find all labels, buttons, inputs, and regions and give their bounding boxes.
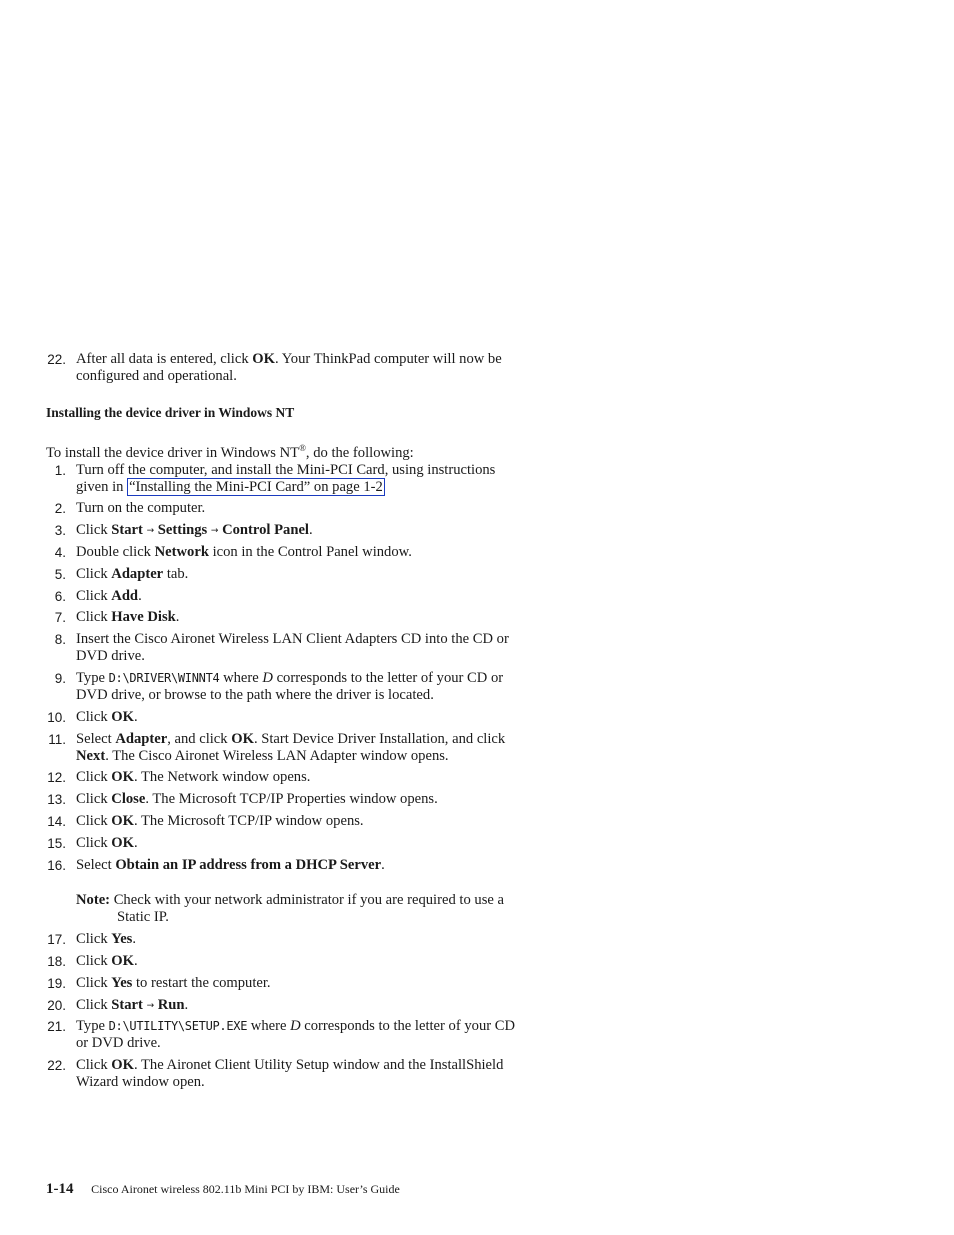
step-number: 5. <box>54 567 66 582</box>
step-5: Click Adapter tab. <box>76 566 189 582</box>
step-21: Type D:\UTILITY\SETUP.EXE where D corresponds to the letter of your CD or DVD drive. <box>76 1018 516 1051</box>
step-number: 2. <box>54 501 66 516</box>
page-number: 1-14 <box>46 1181 74 1197</box>
step-number: 13. <box>47 792 66 807</box>
step-13: Click Close. The Microsoft TCP/IP Properties window opens. <box>76 791 438 807</box>
step-number: 21. <box>47 1019 66 1034</box>
intro-text: To install the device driver in Windows NT®, do the following: <box>46 443 414 461</box>
step-12: Click OK. The Network window opens. <box>76 769 311 785</box>
step-9: Type D:\DRIVER\WINNT4 where D corresponds to the letter of your CD or DVD drive, or browse to the path where the driver is located. <box>76 670 504 703</box>
step-number: 6. <box>54 589 66 604</box>
step-number: 10. <box>47 710 66 725</box>
step-number: 17. <box>47 932 66 947</box>
step-number: 4. <box>54 545 66 560</box>
document-title: Cisco Aironet wireless 802.11b Mini PCI by IBM: User’s Guide <box>91 1182 400 1196</box>
step-11: Select Adapter, and click OK. Start Device Driver Installation, and click Next. The Cisco Aironet Wireless LAN Adapter window opens. <box>76 731 506 764</box>
step-16: Select Obtain an IP address from a DHCP Server. <box>76 857 385 873</box>
step-number: 22. <box>47 1058 66 1073</box>
step-2: Turn on the computer. <box>76 500 206 516</box>
step-8: Insert the Cisco Aironet Wireless LAN Client Adapters CD into the CD or DVD drive. <box>76 631 509 664</box>
step-22-prev: After all data is entered, click OK. Your ThinkPad computer will now be configured and operational. <box>76 351 502 384</box>
installing-mini-pci-link[interactable]: “Installing the Mini-PCI Card” on page 1-2 <box>129 479 383 495</box>
step-3: Click Start → Settings → Control Panel. <box>76 522 313 538</box>
step-number: 18. <box>47 954 66 969</box>
step-7: Click Have Disk. <box>76 609 180 625</box>
step-number: 7. <box>54 610 66 625</box>
step-number: 15. <box>47 836 66 851</box>
page-footer <box>46 1181 400 1198</box>
step-number: 8. <box>54 632 66 647</box>
note-block: Note: Check with your network administrator if you are required to use a Static IP. <box>76 892 504 925</box>
step-10: Click OK. <box>76 709 138 725</box>
step-4: Double click Network icon in the Control Panel window. <box>76 544 412 560</box>
step-number: 9. <box>54 671 66 686</box>
step-17: Click Yes. <box>76 931 137 947</box>
step-18: Click OK. <box>76 953 138 969</box>
step-number: 11. <box>48 732 66 747</box>
section-heading: Installing the device driver in Windows NT <box>46 405 295 420</box>
arrow-right-icon: → <box>146 526 155 536</box>
step-15: Click OK. <box>76 835 138 851</box>
step-number: 1. <box>54 463 66 478</box>
step-6: Click Add. <box>76 588 142 604</box>
arrow-right-icon: → <box>146 1001 155 1011</box>
step-1: Turn off the computer, and install the Mini-PCI Card, using instructions given in “Installing the Mini-PCI Card” on page 1-2 <box>76 462 496 495</box>
step-19: Click Yes to restart the computer. <box>76 975 271 991</box>
step-14: Click OK. The Microsoft TCP/IP window opens. <box>76 813 364 829</box>
step-number: 16. <box>47 858 66 873</box>
arrow-right-icon: → <box>210 526 219 536</box>
step-number: 20. <box>47 998 66 1013</box>
step-number: 14. <box>47 814 66 829</box>
step-number: 19. <box>47 976 66 991</box>
step-22: Click OK. The Aironet Client Utility Setup window and the InstallShield Wizard window open. <box>76 1057 504 1090</box>
step-number: 3. <box>54 523 66 538</box>
step-number: 12. <box>47 770 66 785</box>
step-number: 22. <box>47 352 66 367</box>
step-20: Click Start → Run. <box>76 997 189 1013</box>
